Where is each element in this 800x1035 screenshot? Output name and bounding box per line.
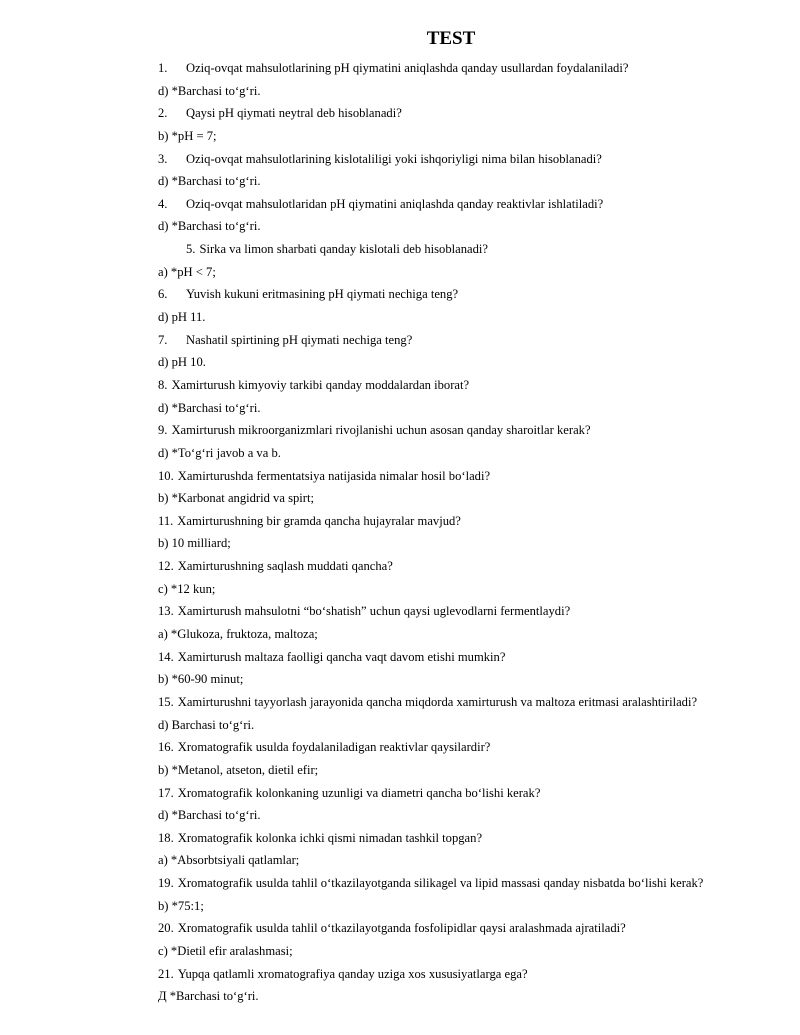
question-text: Xamirturush maltaza faolligi qancha vaqt davom etishi mumkin?	[177, 649, 506, 664]
question-text: Xamirturush mahsulotni “bo‘shatish” uchun qaysi uglevodlarni fermentlaydi?	[177, 604, 571, 619]
answer-line: c) *Dietil efir aralashmasi;	[158, 943, 293, 958]
question-line	[158, 329, 788, 352]
question-line	[158, 872, 788, 895]
question-text: Nashatil spirtining pH qiymati nechiga teng?	[186, 332, 413, 347]
question-number: 20.	[158, 921, 174, 936]
question-text: Xromatografik kolonka ichki qismi nimadan tashkil topgan?	[177, 830, 483, 845]
answer-line: d) *Barchasi to‘g‘ri.	[158, 83, 261, 98]
answer-line: d) *Barchasi to‘g‘ri.	[158, 400, 261, 415]
question-text: Xamirturushning saqlash muddati qancha?	[177, 559, 393, 574]
answer-line: b) *75:1;	[158, 898, 204, 913]
question-number: 4.	[158, 196, 168, 211]
question-line	[158, 510, 788, 533]
question-text: Sirka va limon sharbati qanday kislotali deb hisoblanadi?	[199, 242, 488, 257]
question-text: Yupqa qatlamli xromatografiya qanday uziga xos xususiyatlarga ega?	[177, 966, 528, 981]
question-text: Xamirturushni tayyorlash jarayonida qancha miqdorda xamirturush va maltoza eritmasi aralashtiriladi?	[177, 694, 698, 709]
question-number: 5.	[186, 242, 196, 257]
answer-line: b) *Metanol, atseton, dietil efir;	[158, 762, 319, 777]
question-text: Oziq-ovqat mahsulotlaridan pH qiymatini aniqlashda qanday reaktivlar ishlatiladi?	[186, 196, 604, 211]
question-text: Xromatografik usulda tahlil o‘tkazilayotganda silikagel va lipid massasi qanday nisbatda bo‘lishi kerak?	[177, 876, 704, 891]
question-line	[158, 827, 788, 850]
answer-line: a) *Absorbtsiyali qatlamlar;	[158, 853, 300, 868]
answer-line: Д *Barchasi to‘g‘ri.	[158, 989, 259, 1004]
question-line	[158, 283, 788, 306]
question-line	[158, 600, 788, 623]
answer-line: a) *Glukoza, fruktoza, maltoza;	[158, 627, 318, 642]
question-number: 1.	[158, 61, 168, 75]
answer-line: a) *pH < 7;	[158, 264, 216, 279]
question-text: Xamirturush mikroorganizmlari rivojlanishi uchun asosan qanday sharoitlar kerak?	[171, 423, 591, 438]
question-number: 16.	[158, 740, 174, 755]
question-text: Qaysi pH qiymati neytral deb hisoblanadi?	[186, 106, 402, 121]
question-number: 7.	[158, 332, 168, 347]
question-number: 18.	[158, 830, 174, 845]
page-title: TEST	[426, 28, 476, 49]
question-number: 12.	[158, 559, 174, 574]
answer-line: d) Barchasi to‘g‘ri.	[158, 717, 255, 732]
answer-line: d) *Barchasi to‘g‘ri.	[158, 174, 261, 189]
question-line	[158, 465, 788, 488]
question-number: 13.	[158, 604, 174, 619]
question-list	[158, 57, 788, 1008]
question-text: Xromatografik usulda tahlil o‘tkazilayotganda fosfolipidlar qaysi aralashmada ajratiladi?	[177, 921, 626, 936]
question-line	[158, 238, 788, 261]
question-text: Xamirturush kimyoviy tarkibi qanday moddalardan iborat?	[171, 377, 470, 392]
answer-line: c) *12 kun;	[158, 581, 216, 596]
answer-line: d) pH 11.	[158, 310, 206, 325]
answer-line: d) *Barchasi to‘g‘ri.	[158, 808, 261, 823]
question-line	[158, 419, 788, 442]
answer-line: d) *To‘g‘ri javob a va b.	[158, 445, 281, 460]
question-number: 6.	[158, 287, 168, 302]
question-number: 17.	[158, 785, 174, 800]
question-number: 21.	[158, 966, 174, 981]
question-line	[158, 193, 788, 216]
question-number: 11.	[158, 513, 174, 528]
question-number: 9.	[158, 423, 168, 438]
question-line	[158, 148, 788, 171]
question-line	[158, 374, 788, 397]
answer-line: b) *Karbonat angidrid va spirt;	[158, 491, 314, 506]
question-text: Oziq-ovqat mahsulotlarining kislotaliligi yoki ishqoriyligi nima bilan hisoblanadi?	[186, 151, 602, 166]
question-line	[158, 646, 788, 669]
answer-line: b) 10 milliard;	[158, 536, 231, 551]
question-line	[158, 917, 788, 940]
question-line	[158, 57, 788, 80]
answer-line: d) pH 10.	[158, 355, 206, 370]
question-line	[158, 736, 788, 759]
question-number: 3.	[158, 151, 168, 166]
question-text: Oziq-ovqat mahsulotlarining pH qiymatini aniqlashda qanday usullardan foydalaniladi?	[186, 61, 629, 75]
question-text: Yuvish kukuni eritmasining pH qiymati nechiga teng?	[186, 287, 459, 302]
question-number: 8.	[158, 377, 168, 392]
question-number: 14.	[158, 649, 174, 664]
question-line	[158, 691, 788, 714]
question-text: Xamirturushning bir gramda qancha hujayralar mavjud?	[177, 513, 461, 528]
answer-line: d) *Barchasi to‘g‘ri.	[158, 219, 261, 234]
question-number: 15.	[158, 694, 174, 709]
answer-line: b) *pH = 7;	[158, 128, 217, 143]
answer-line: b) *60-90 minut;	[158, 672, 244, 687]
question-line	[158, 782, 788, 805]
question-text: Xamirturushda fermentatsiya natijasida nimalar hosil bo‘ladi?	[177, 468, 491, 483]
question-line	[158, 963, 788, 986]
question-line	[158, 555, 788, 578]
question-number: 10.	[158, 468, 174, 483]
question-number: 2.	[158, 106, 168, 121]
question-text: Xromatografik usulda foydalaniladigan reaktivlar qaysilardir?	[177, 740, 491, 755]
question-number: 19.	[158, 876, 174, 891]
question-line	[158, 102, 788, 125]
question-text: Xromatografik kolonkaning uzunligi va diametri qancha bo‘lishi kerak?	[177, 785, 541, 800]
